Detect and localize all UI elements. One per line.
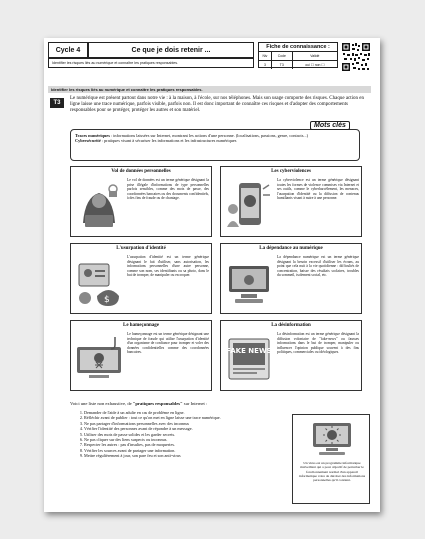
fiche-box: [258, 42, 338, 68]
col-code: Code: [271, 52, 292, 61]
practices-intro-bold: "pratiques responsables": [132, 401, 183, 406]
practices-intro-post: sur Internet :: [182, 401, 208, 406]
card-cyberviolences: [220, 166, 362, 237]
header: [48, 42, 371, 78]
list-item: 4. Vérifier l'identité des personnes avant de répondre à un message.: [84, 426, 298, 431]
val-niv: 3: [259, 61, 271, 70]
definition-term: Traces numériques: [75, 133, 110, 138]
identity-theft-icon: [75, 256, 123, 308]
practices-intro: [70, 401, 288, 406]
definition-item: [75, 138, 355, 143]
card-text: La cyberviolence est un terme générique désignant toutes les formes de violence commises via Internet et ses outils, comme le cyberharcèlement, les menaces, l'usurpation d'identité ou la diffusion de contenus humiliants visant à nuire à une personne.: [277, 178, 359, 200]
card-hameconnage: [70, 320, 212, 391]
card-text: La dépendance numérique est un terme générique désignant la besoin excessif d'utiliser les écrans, au point que cela nuit à la vie quotidienne : difficultés de concentration, baisse des résultats scolaires, troubles du sommeil, isolement social, etc.: [277, 255, 359, 277]
card-text: Le hameçonnage est un terme générique désignant une technique de fraude qui utilise l'usurpation d'identité d'un organisme de confiance pour tromper et voler des données confidentielles comme des coordonnées bancaires.: [127, 332, 209, 354]
card-text: L'usurpation d'identité est un terme générique désignant le fait d'utiliser, sans autorisation, les informations personnelles d'une autre personne, comme son nom, ses identifiants ou sa photo, dans le but de tromper, de manipuler ou escroquer.: [127, 255, 209, 277]
card-title: L'usurpation d'identité: [116, 246, 166, 251]
phone-threat-icon: [225, 179, 273, 231]
fiche-title: Fiche de connaissance :: [259, 43, 337, 52]
card-title: La dépendance au numérique: [259, 246, 323, 251]
page-title: Ce que je dois retenir ...: [88, 42, 254, 58]
virus-text: Un virus est un programme informatique malveillant qui a pour objectif de perturber le fonctionnement normal d'un appareil informatique voire de dérober des informations personnelles qu'il contient.: [298, 461, 366, 483]
definition-text: : informations laissées sur Internet, montrant les actions d'une personne. (localisations, passions, genre, contacts...): [109, 133, 309, 138]
card-usurpation: [70, 243, 212, 314]
virus-box: [292, 414, 370, 504]
card-title: La désinformation: [271, 323, 311, 328]
card-title: Vol de données personnelles: [111, 169, 171, 174]
val-valide: oui ☐ non ☐: [292, 61, 337, 70]
list-item: 7. Respecter les autres : pas d'insultes, pas de moqueries.: [84, 442, 298, 447]
phishing-icon: [75, 333, 123, 385]
fake-news-label: FAKE NEWS: [226, 347, 272, 355]
definitions-box: [70, 129, 360, 161]
mots-cles-label: Mots clés: [310, 121, 350, 130]
list-item: 5. Utiliser des mots de passe solides et les garder secrets.: [84, 432, 298, 437]
practices-intro-pre: Voici une liste non exhaustive, de: [70, 401, 133, 406]
card-title: Le hameçonnage: [123, 323, 159, 328]
list-item: 2. Réfléchir avant de publier : tout ce qu'on met en ligne laisse une trace numérique.: [84, 415, 298, 420]
card-desinformation: [220, 320, 362, 391]
worksheet-page: [44, 38, 380, 512]
card-text: Le vol de données est un terme générique désignant la prise illégale d'informations de type personnelles parfois sensibles, comme des mots de passe, des coordonnées bancaires ou des documents confidentiels, à des fins de fraude ou de chantage.: [127, 178, 209, 200]
cycle-label: Cycle 4: [48, 42, 88, 58]
definition-term: Cybersécurité: [75, 138, 101, 144]
intro-paragraph: Le numérique est présent partout dans notre vie : à la maison, à l'école, sur nos téléphones. Mais son usage comporte des risques. Chaque action en ligne laisse une trace numérique, parfois visible, parfois non. Il est donc important de connaître ces risques et d'adopter des comportements responsables pour se protéger, protéger les autres et son matériel.: [70, 96, 365, 114]
fiche-table: [259, 52, 337, 69]
definition-text: : pratiques visant à sécuriser les informations et les infrastructures numériques: [100, 138, 237, 144]
card-dependance: [220, 243, 362, 314]
qr-code-icon: [341, 42, 371, 72]
fake-news-icon: [225, 333, 273, 385]
practices-list: [74, 410, 298, 459]
col-valide: Validé: [310, 54, 320, 58]
list-item: 8. Vérifier les sources avant de partager une information.: [84, 448, 298, 453]
list-item: 1. Demander de l'aide à un adulte en cas de problème en ligne.: [84, 410, 298, 415]
section-title: Identifier les risques liés au numérique et connaître les pratiques responsables.: [48, 86, 371, 93]
val-code: T3: [271, 61, 292, 70]
card-vol-donnees: [70, 166, 212, 237]
card-text: La désinformation est un terme générique désignant la diffusion volontaire de "fake-news" ou fausses informations dans le but de tromper, manipuler ou influencer l'opinion publique souvent à des fins politiques, commerciales ou idéologiques.: [277, 332, 359, 354]
col-niv: Niv: [259, 52, 271, 61]
svg-text:$: $: [104, 295, 110, 305]
list-item: 6. Ne pas cliquer sur des liens suspects ou inconnus.: [84, 437, 298, 442]
list-item: 9. Mettre régulièrement à jour, son pare feu et son anti-virus: [84, 453, 298, 458]
objective-text: Identifier les risques liés au numérique et connaître les pratiques responsables.: [48, 58, 254, 68]
screen-addiction-icon: [225, 256, 273, 308]
card-title: Les cyberviolences: [271, 169, 311, 174]
code-badge: T3: [50, 98, 64, 108]
virus-computer-icon: [307, 419, 357, 459]
list-item: 3. Ne pas partager d'informations personnelles avec des inconnus: [84, 421, 298, 426]
hacker-icon: [75, 179, 123, 231]
